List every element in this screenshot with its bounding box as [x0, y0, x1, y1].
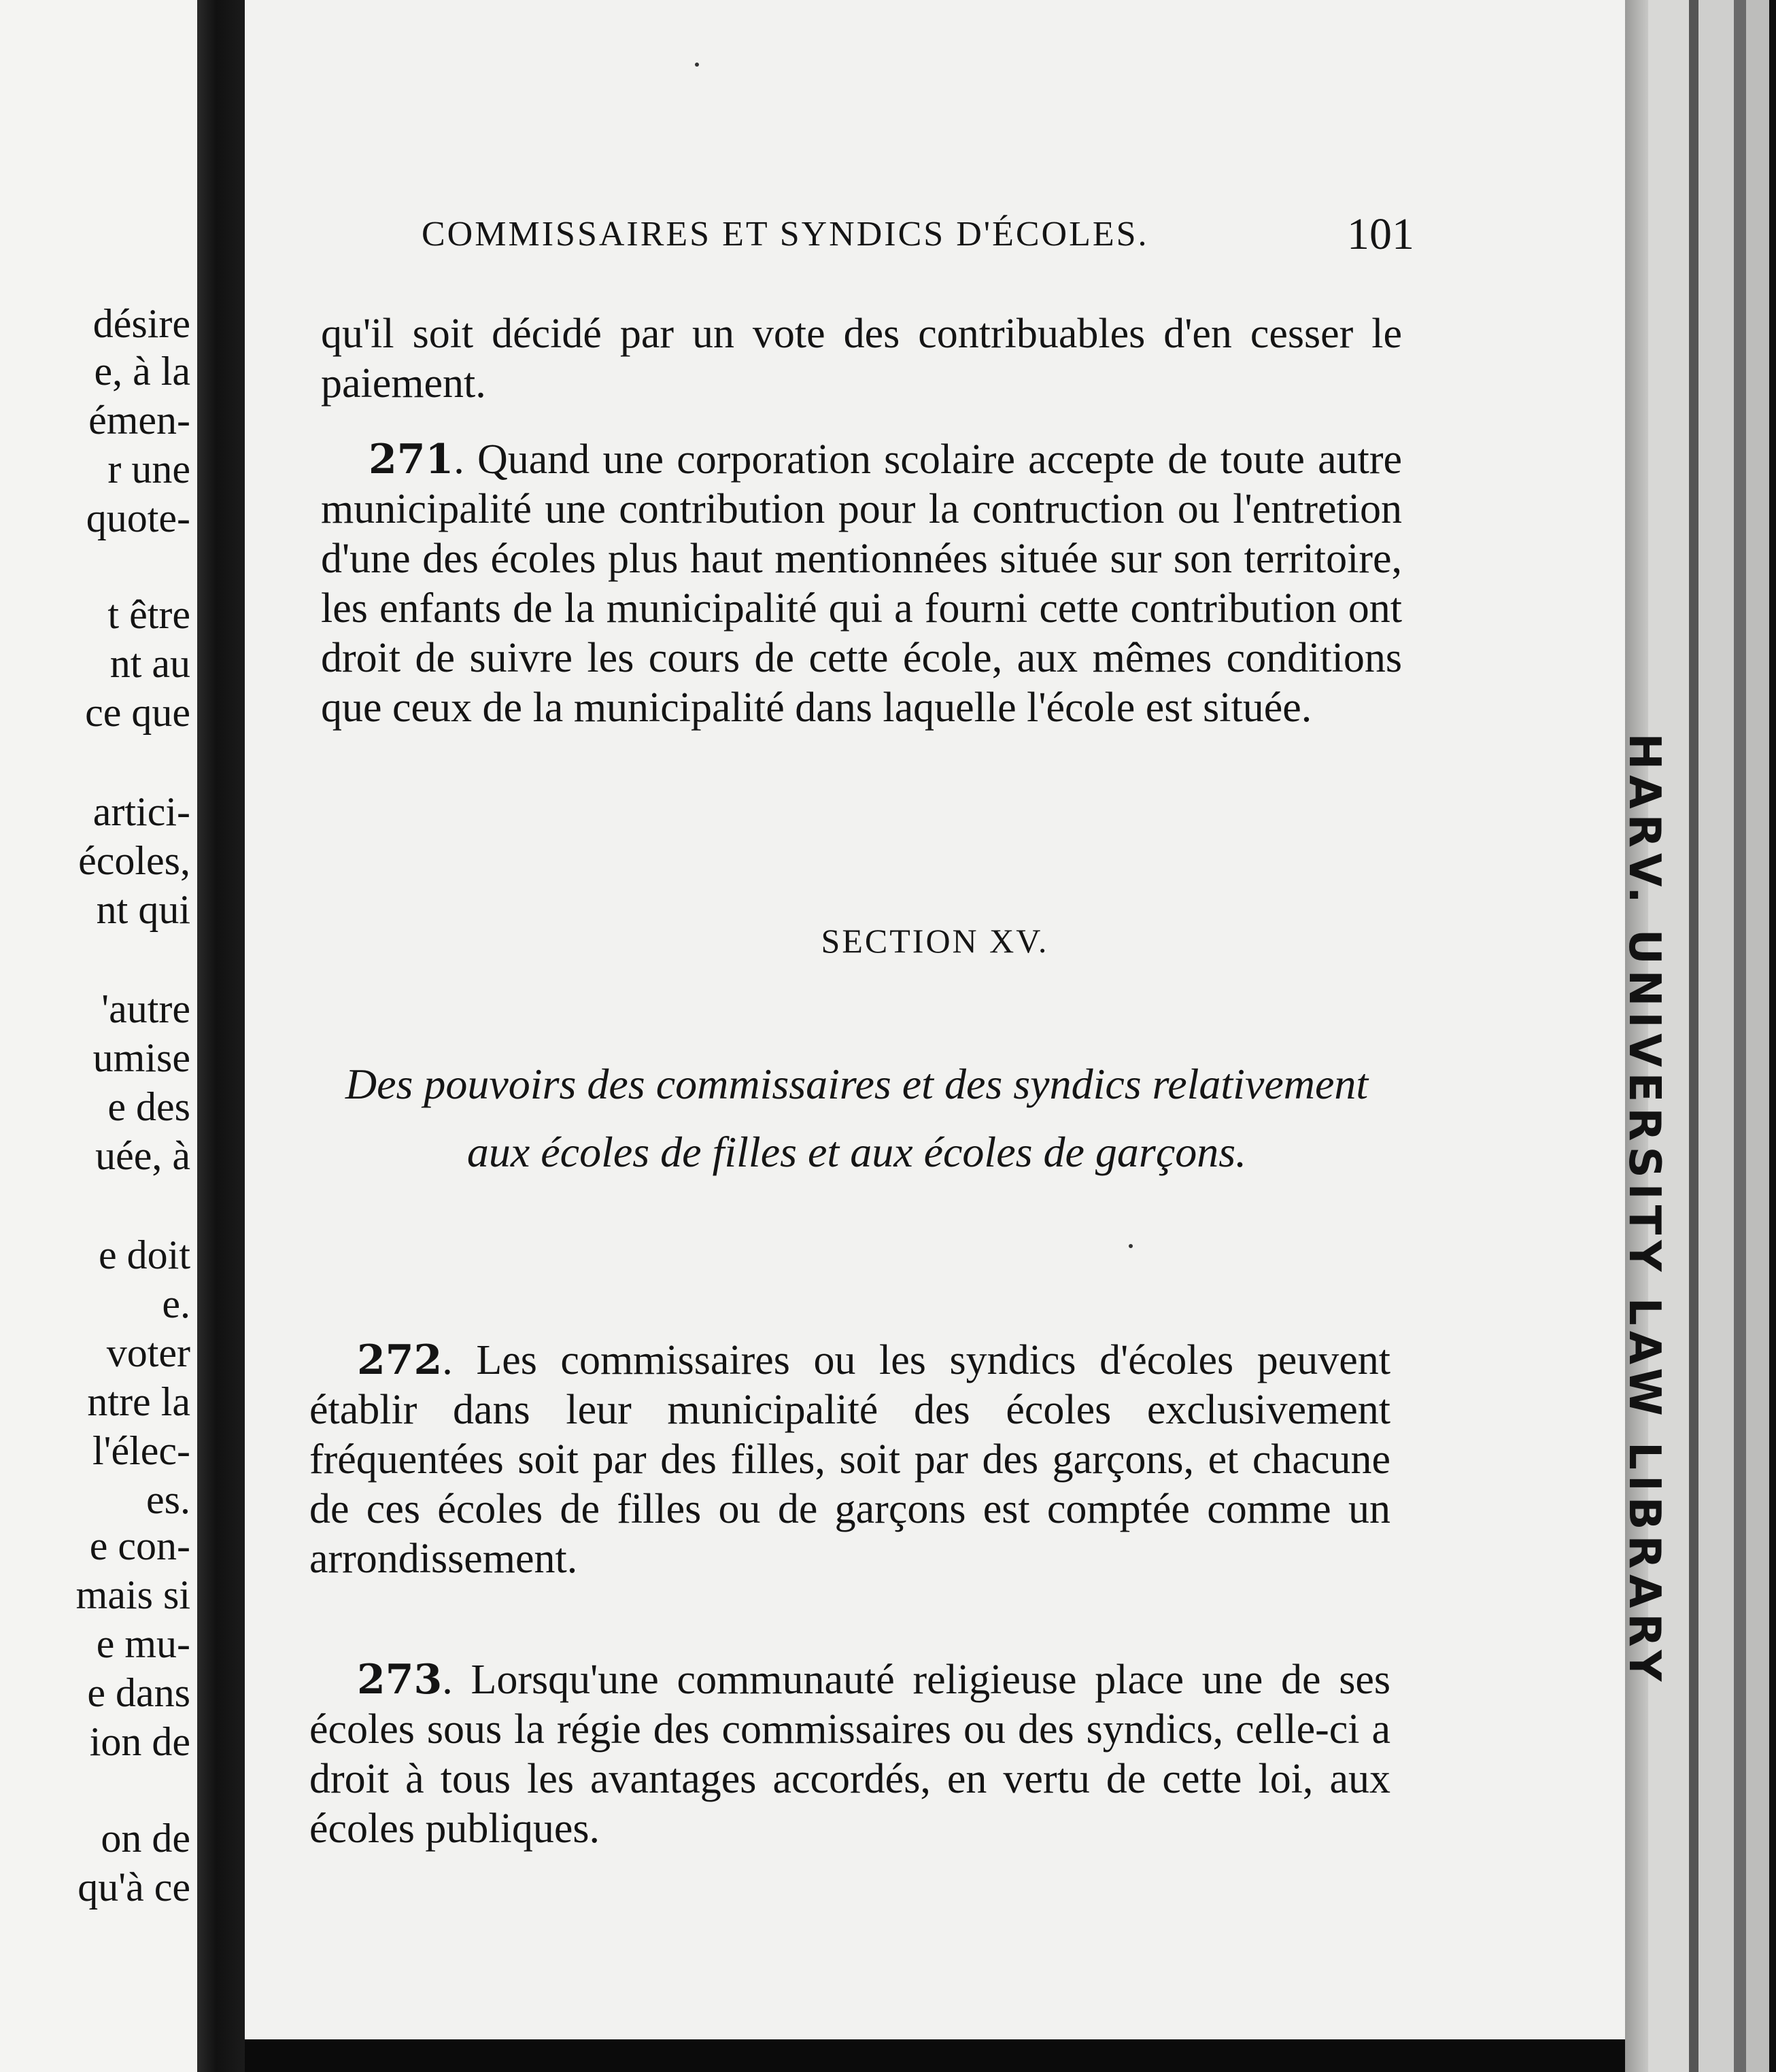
page-edge [1689, 0, 1698, 2072]
left-page-line-fragment: umise [92, 1035, 190, 1080]
left-page-line-fragment: 'autre [101, 986, 190, 1031]
left-page-line-fragment: voter [106, 1330, 190, 1375]
left-page-line-fragment: nt au [109, 641, 190, 686]
left-page-line-fragment: uée, à [95, 1133, 190, 1178]
left-page-line-fragment: ntre la [87, 1379, 190, 1424]
page-edge [1746, 0, 1769, 2072]
left-page-line-fragment: écoles, [78, 838, 190, 883]
left-page-line-fragment: e, à la [94, 349, 190, 394]
article-number: 271 [369, 436, 454, 483]
left-page-line-fragment: t être [107, 592, 190, 637]
article-text: Les commissaires ou les syndics d'écoles peuvent établir dans leur municipalité des écoles exclusivement fréquentées soit par des filles, soit par des garçons, et chacune de ces écoles de filles ou de garçons est comptée comme un arrondissement. [309, 1337, 1390, 1582]
left-page-line-fragment: on de [101, 1816, 190, 1861]
continuation-paragraph [321, 309, 1402, 409]
ink-speck [695, 63, 699, 67]
article-273: 273. Lorsqu'une communauté religieuse place une de ses écoles sous la régie des commissaires ou des syndics, celle-ci a droit à tous les avantages accordés, en vertu de cette loi, aux écoles publiques. [309, 1656, 1391, 1852]
left-page-line-fragment: quote- [86, 496, 190, 540]
article-number: 272 [357, 1336, 443, 1384]
article-271: 271. Quand une corporation scolaire accepte de toute autre municipalité une contribution pour la contruction ou l'entretion d'une des écoles plus haut mentionnées située sur son territoire, les enfants de la municipalité qui a fourni cette contribution ont droit de suivre les cours de cette école, aux mêmes conditions que ceux de la municipalité dans laquelle l'école est située. [321, 436, 1403, 731]
continuation-text: qu'il soit décidé par un vote des contribuables d'en cesser le paiement. [321, 311, 1402, 407]
left-facing-page [0, 0, 197, 2072]
left-page-line-fragment: l'élec- [92, 1428, 190, 1473]
article-272: 272. Les commissaires ou les syndics d'écoles peuvent établir dans leur municipalité des écoles exclusivement fréquentées soit par des filles, soit par des garçons, et chacune de ces écoles de filles ou de garçons est comptée comme un arrondissement. [309, 1336, 1390, 1582]
left-page-line-fragment: ce que [85, 690, 190, 735]
left-page-line-fragment: artici- [92, 789, 190, 834]
left-page-line-fragment: r une [107, 447, 190, 491]
library-spine-label [1617, 733, 1671, 1687]
left-page-line-fragment: désire [92, 301, 190, 346]
page-edge [1734, 0, 1746, 2072]
left-page-line-fragment: ion de [89, 1719, 190, 1764]
article-text: Lorsqu'une communauté religieuse place une de ses écoles sous la régie des commissaires ou des syndics, celle-ci a droit à tous les avantages accordés, en vertu de cette loi, aux écoles publiques. [309, 1657, 1391, 1852]
left-page-line-fragment: e. [162, 1281, 190, 1326]
page-number: 101 [1347, 209, 1414, 259]
section-title: Des pouvoirs des commissaires et des syndics relativement aux écoles de filles et aux écoles de garçons. [345, 1060, 1369, 1176]
left-page-line-fragment: e doit [99, 1232, 190, 1277]
running-head: COMMISSAIRES ET SYNDICS D'ÉCOLES. [422, 215, 1149, 254]
spine-label-text: HARV. UNIVERSITY LAW LIBRARY [1619, 733, 1669, 1687]
section-heading: SECTION XV. [821, 922, 1049, 960]
left-page-line-fragment: nt qui [96, 887, 190, 932]
left-page-line-fragment: mais si [75, 1572, 190, 1617]
left-page-line-fragment: e dans [87, 1670, 190, 1715]
left-page-line-fragment: es. [146, 1477, 190, 1522]
left-page-line-fragment: e mu- [96, 1621, 190, 1666]
page-edge [1698, 0, 1734, 2072]
left-page-line-fragment: qu'à ce [78, 1865, 190, 1910]
ink-speck [1129, 1244, 1133, 1248]
article-text: Quand une corporation scolaire accepte de toute autre municipalité une contribution pour la contruction ou l'entretion d'une des écoles plus haut mentionnées située sur son territoire, les enfants de la municipalité qui a fourni cette contribution ont droit de suivre les cours de cette école, aux mêmes conditions que ceux de la municipalité dans laquelle l'école est située. [321, 436, 1403, 731]
article-number: 273 [357, 1656, 443, 1704]
page-header [422, 209, 1414, 269]
book-gutter [197, 0, 245, 2072]
left-page-line-fragment: e con- [89, 1523, 190, 1568]
left-page-line-fragment: e des [107, 1084, 190, 1129]
left-page-line-fragment: émen- [88, 398, 190, 443]
